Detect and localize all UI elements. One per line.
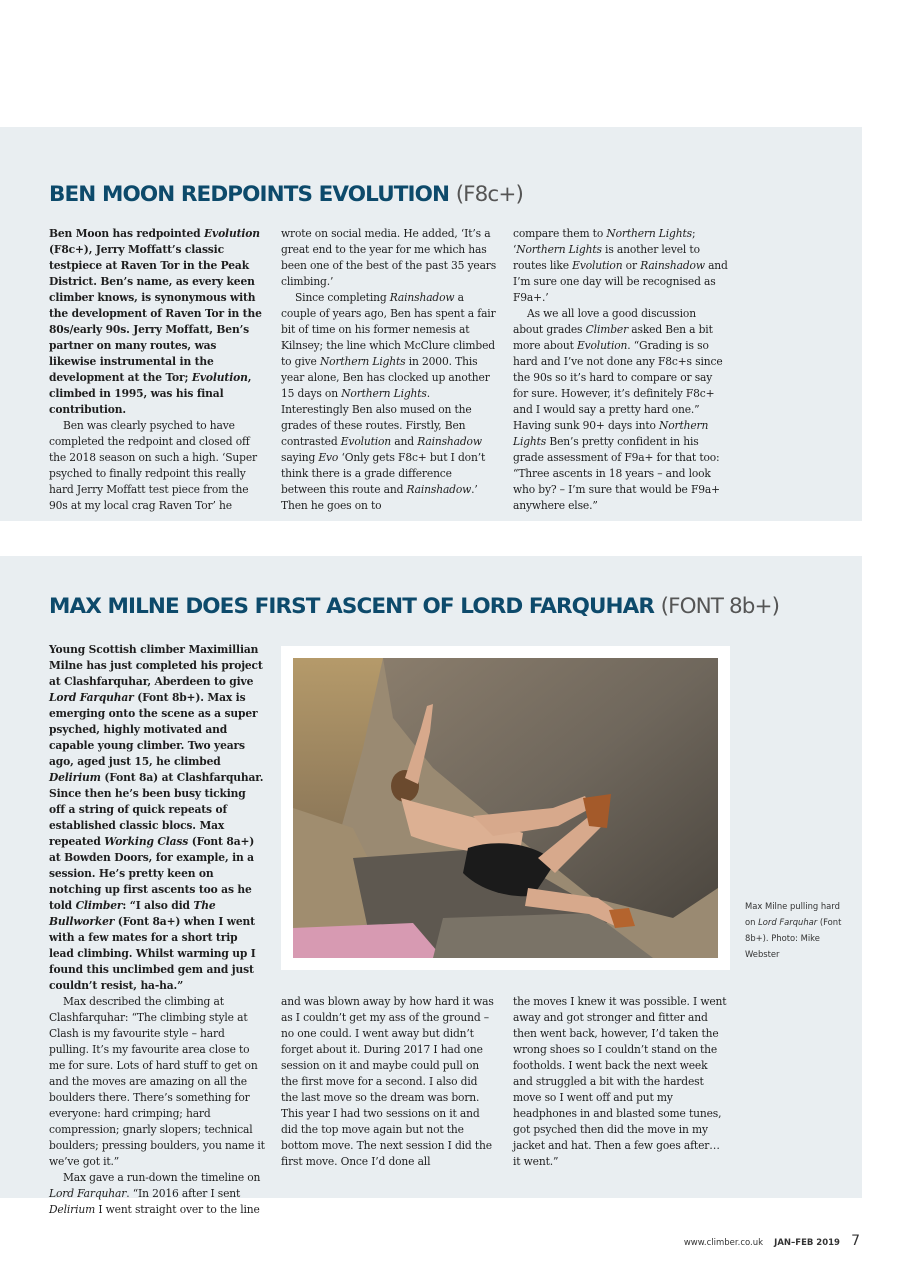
paragraph: Ben Moon has redpointed Evolution (F8c+), Jerry Moffatt’s classic testpiece at Raven Tor in the Peak District. Ben’s name, as every keen climber knows, is synonymous with the development of Raven Tor in the 80s/early 90s. Jerry Moffatt, Ben’s partner on many routes, was likewise instrumental in the development at the Tor; Evolution, climbed in 1995, was his final contribution. [49, 227, 262, 416]
headline-main: BEN MOON REDPOINTS EVOLUTION [49, 182, 450, 207]
article-max-milne [0, 556, 862, 1216]
climbing-photo [281, 646, 730, 970]
article1-column-2 [281, 226, 497, 514]
footer-issue: JAN–FEB 2019 [774, 1238, 840, 1248]
paragraph: Since completing Rainshadow a couple of years ago, Ben has spent a fair bit of time on his former nemesis at Kilnsey; the line which McClure climbed to give Northern Lights in 2000. This year alone, Ben has clocked up another 15 days on Northern Lights. Interestingly Ben also mused on the grades of these routes. Firstly, Ben contrasted Evolution and Rainshadow saying Evo ‘Only gets F8c+ but I don’t think there is a grade difference between this route and Rainshadow.’ Then he goes on to [281, 291, 496, 512]
headline-main: MAX MILNE DOES FIRST ASCENT OF LORD FARQUHAR [49, 594, 655, 619]
article2-column-3 [513, 994, 729, 1170]
headline-grade: (FONT 8b+) [660, 594, 780, 619]
footer-url: www.climber.co.uk [683, 1238, 764, 1248]
article1-column-1 [49, 226, 265, 514]
page-number: 7 [851, 1233, 860, 1249]
page-footer [684, 1230, 860, 1249]
article1-column-3 [513, 226, 729, 514]
paragraph: wrote on social media. He added, ‘It’s a great end to the year for me which has been one of the best of the past 35 years climbing.’ [281, 227, 497, 288]
paragraph: As we all love a good discussion about grades Climber asked Ben a bit more about Evolution. “Grading is so hard and I’ve not done any F8c+s since the 90s so it’s hard to compare or say for sure. However, it’s definitely F8c+ and I would say a pretty hard one.” Having sunk 90+ days into Northern Lights Ben’s pretty confident in his grade assessment of F9a+ for that too: “Three ascents in 18 years – and look who by? – I’m sure that would be F9a+ anywhere else.” [513, 307, 723, 512]
paragraph: and was blown away by how hard it was as I couldn’t get my ass of the ground – no one could. I went away but didn’t forget about it. During 2017 I had one session on it and maybe could pull on the first move for a second. I also did the last move so the dream was born. This year I had two sessions on it and did the top move again but not the bottom move. The next session I did the first move. Once I’d done all [281, 995, 494, 1168]
headline-grade: (F8c+) [455, 182, 523, 207]
paragraph: the moves I knew it was possible. I went away and got stronger and fitter and then went back, however, I’d taken the wrong shoes so I couldn’t stand on the footholds. I went back the next week and struggled a bit with the hardest move so I went off and put my headphones in and blasted some tunes, got psyched then did the move in my jacket and hat. Then a few goes after… it went.” [513, 995, 727, 1168]
article-ben-moon [0, 127, 862, 521]
article2-column-1 [49, 642, 265, 1218]
article2-column-2 [281, 994, 497, 1170]
paragraph: Max gave a run-down the timeline on Lord Farquhar. “In 2016 after I sent Delirium I went straight over to the line [49, 1171, 261, 1216]
paragraph: compare them to Northern Lights; ‘Northern Lights is another level to routes like Evolution or Rainshadow and I’m sure one day will be recognised as F9a+.’ [513, 227, 728, 304]
headline-ben-moon [49, 181, 523, 209]
paragraph: Young Scottish climber Maximillian Milne has just completed his project at Clashfarquhar, Aberdeen to give Lord Farquhar (Font 8b+). Max is emerging onto the scene as a super psyched, highly motivated and capable young climber. Two years ago, aged just 15, he climbed Delirium (Font 8a) at Clashfarquhar. Since then he’s been busy ticking off a string of quick repeats of established classic blocs. Max repeated Working Class (Font 8a+) at Bowden Doors, for example, in a session. He’s pretty keen on notching up first ascents too as he told Climber: “I also did The Bullworker (Font 8a+) when I went with a few mates for a short trip lead climbing. Whilst warming up I found this unclimbed gem and just couldn’t resist, ha-ha.” [49, 643, 264, 992]
headline-max-milne [49, 593, 779, 621]
photo-caption: Max Milne pulling hard on Lord Farquhar (Font 8b+). Photo: Mike Webster [745, 901, 842, 959]
paragraph: Ben was clearly psyched to have completed the redpoint and closed off the 2018 season on such a high. ‘Super psyched to finally redpoint this really hard Jerry Moffatt test piece from the 90s at my local crag Raven Tor’ he [49, 419, 257, 512]
climber-on-boulder-photo [293, 658, 718, 958]
paragraph: Max described the climbing at Clashfarquhar: “The climbing style at Clash is my favourite style – hard pulling. It’s my favourite area close to me for sure. Lots of hard stuff to get on and the moves are amazing on all the boulders there. There’s something for everyone: hard crimping; hard compression; gnarly slopers; technical boulders; pressing boulders, you name it we’ve got it.” [49, 995, 265, 1168]
